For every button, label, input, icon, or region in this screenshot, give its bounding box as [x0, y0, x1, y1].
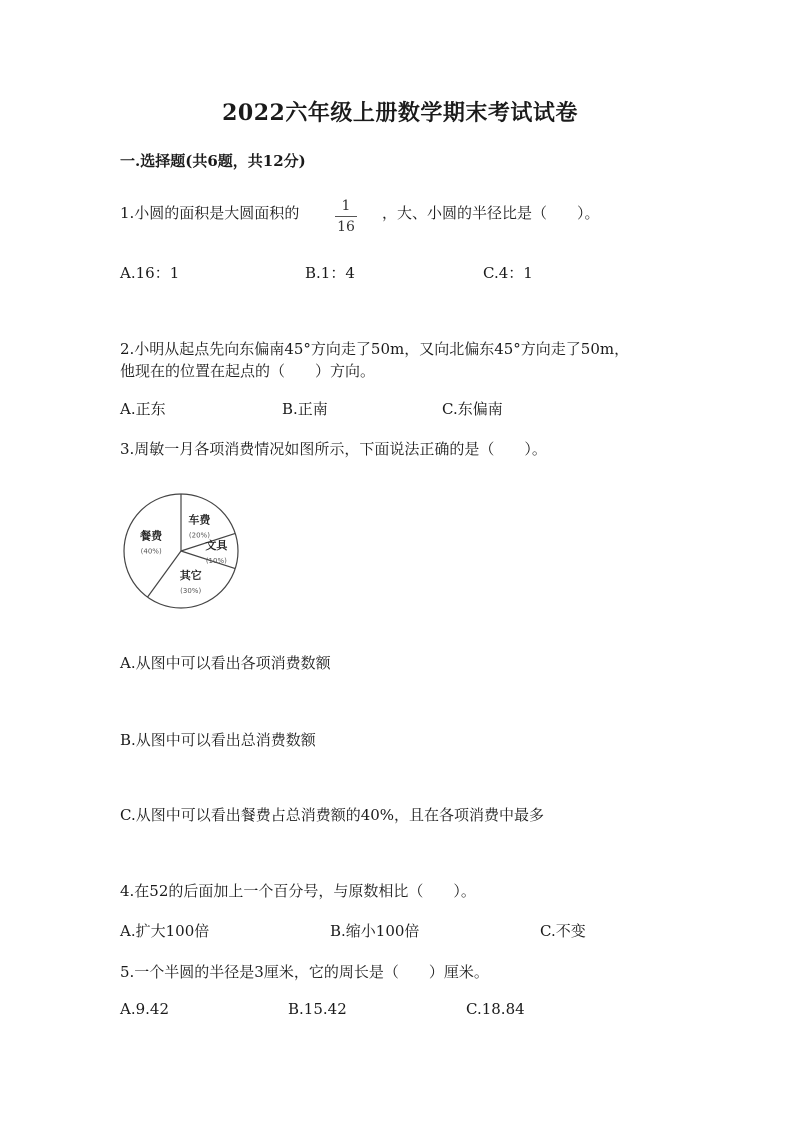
section-heading: 一.选择题(共6题，共12分) — [120, 152, 306, 170]
pie-slice-label: 车费 — [188, 513, 211, 527]
question-4-option-b[interactable]: B.缩小100倍 — [330, 922, 420, 940]
pie-chart — [120, 490, 245, 615]
question-3-option-b[interactable]: B.从图中可以看出总消费数额 — [120, 731, 316, 749]
question-1-stem: 1.小圆的面积是大圆面积的 — [120, 204, 300, 222]
pie-slice-percent: (40%) — [140, 547, 162, 556]
question-4-option-a[interactable]: A.扩大100倍 — [120, 922, 210, 940]
pie-slice-label: 餐费 — [140, 529, 163, 543]
question-4-option-c[interactable]: C.不变 — [540, 922, 586, 940]
page-title: 2022六年级上册数学期末考试试卷 — [222, 100, 578, 126]
question-5-option-c[interactable]: C.18.84 — [466, 1000, 525, 1018]
question-1-stem-end: ，大、小圆的半径比是（ ）。 — [382, 204, 600, 222]
question-5-option-b[interactable]: B.15.42 — [288, 1000, 347, 1018]
question-3-stem: 3.周敏一月各项消费情况如图所示，下面说法正确的是（ ）。 — [120, 440, 547, 458]
pie-slice-label: 文具 — [205, 539, 228, 552]
fraction-numerator: 1 — [341, 198, 351, 214]
pie-slice-percent: (30%) — [180, 586, 202, 595]
pie-slice-boundary — [148, 551, 182, 597]
question-2-option-a[interactable]: A.正东 — [120, 400, 166, 418]
question-1-option-b[interactable]: B.1：4 — [305, 264, 355, 282]
pie-slice-percent: (20%) — [188, 531, 210, 540]
question-2-option-b[interactable]: B.正南 — [282, 400, 328, 418]
pie-slice-percent: (10%) — [205, 557, 227, 565]
question-3-option-a[interactable]: A.从图中可以看出各项消费数额 — [120, 654, 331, 672]
question-1-fraction — [332, 197, 360, 236]
question-3-option-c[interactable]: C.从图中可以看出餐费占总消费额的40%，且在各项消费中最多 — [120, 806, 545, 824]
question-5-option-a[interactable]: A.9.42 — [120, 1000, 169, 1018]
fraction-bar — [335, 216, 357, 217]
question-5-stem: 5.一个半圆的半径是3厘米，它的周长是（ ）厘米。 — [120, 963, 489, 981]
question-4-stem: 4.在52的后面加上一个百分号，与原数相比（ ）。 — [120, 882, 476, 900]
fraction-denominator: 16 — [337, 219, 355, 235]
question-2-stem-line2: 他现在的位置在起点的（ ）方向。 — [120, 362, 376, 380]
question-1-option-c[interactable]: C.4：1 — [483, 264, 533, 282]
question-2-option-c[interactable]: C.东偏南 — [442, 400, 503, 418]
question-1-option-a[interactable]: A.16：1 — [120, 264, 180, 282]
question-2-stem-line1: 2.小明从起点先向东偏南45°方向走了50m，又向北偏东45°方向走了50m， — [120, 340, 630, 358]
pie-slice-label: 其它 — [179, 568, 202, 582]
